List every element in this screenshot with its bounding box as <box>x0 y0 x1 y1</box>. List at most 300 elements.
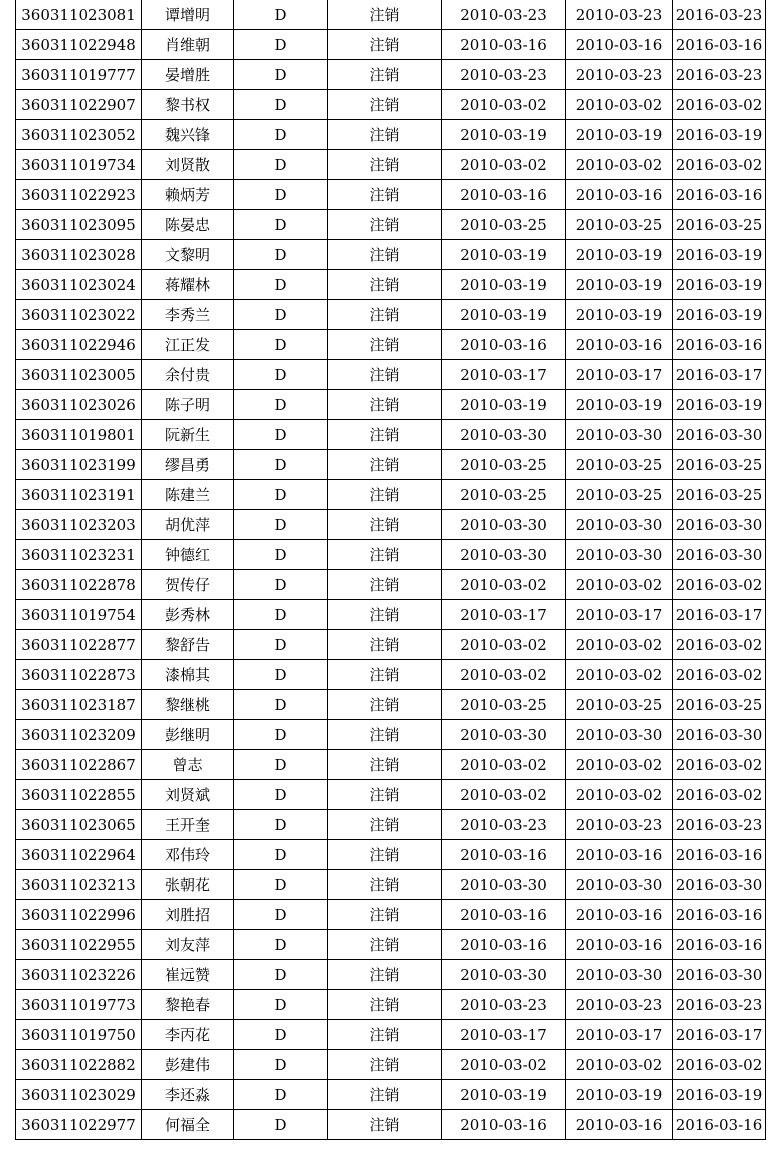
date-cell-3: 2016-03-19 <box>673 270 766 300</box>
id-cell: 360311023209 <box>16 720 142 750</box>
date-cell-2: 2010-03-19 <box>566 270 673 300</box>
class-cell: D <box>234 570 328 600</box>
table-row <box>16 900 766 930</box>
date-cell-1: 2010-03-25 <box>442 210 566 240</box>
class-cell: D <box>234 300 328 330</box>
id-cell: 360311019773 <box>16 990 142 1020</box>
date-cell-1: 2010-03-02 <box>442 570 566 600</box>
date-cell-1: 2010-03-02 <box>442 1050 566 1080</box>
date-cell-2: 2010-03-23 <box>566 0 673 30</box>
id-cell: 360311023026 <box>16 390 142 420</box>
status-cell: 注销 <box>328 1020 442 1050</box>
id-cell: 360311023187 <box>16 690 142 720</box>
date-cell-1: 2010-03-17 <box>442 600 566 630</box>
name-cell: 谭增明 <box>142 0 234 30</box>
class-cell: D <box>234 630 328 660</box>
table-row <box>16 600 766 630</box>
date-cell-2: 2010-03-30 <box>566 870 673 900</box>
id-cell: 360311023203 <box>16 510 142 540</box>
name-cell: 李秀兰 <box>142 300 234 330</box>
record-table-body <box>16 0 766 1140</box>
date-cell-2: 2010-03-30 <box>566 720 673 750</box>
date-cell-3: 2016-03-02 <box>673 570 766 600</box>
name-cell: 王开奎 <box>142 810 234 840</box>
date-cell-3: 2016-03-30 <box>673 510 766 540</box>
status-cell: 注销 <box>328 1110 442 1140</box>
table-row <box>16 870 766 900</box>
id-cell: 360311023065 <box>16 810 142 840</box>
status-cell: 注销 <box>328 750 442 780</box>
name-cell: 江正发 <box>142 330 234 360</box>
name-cell: 彭秀林 <box>142 600 234 630</box>
table-row <box>16 960 766 990</box>
status-cell: 注销 <box>328 330 442 360</box>
date-cell-3: 2016-03-23 <box>673 990 766 1020</box>
date-cell-2: 2010-03-02 <box>566 570 673 600</box>
name-cell: 张朝花 <box>142 870 234 900</box>
class-cell: D <box>234 0 328 30</box>
id-cell: 360311023028 <box>16 240 142 270</box>
status-cell: 注销 <box>328 900 442 930</box>
date-cell-2: 2010-03-16 <box>566 840 673 870</box>
name-cell: 李丙花 <box>142 1020 234 1050</box>
date-cell-3: 2016-03-30 <box>673 960 766 990</box>
date-cell-2: 2010-03-17 <box>566 360 673 390</box>
date-cell-1: 2010-03-02 <box>442 780 566 810</box>
date-cell-3: 2016-03-19 <box>673 390 766 420</box>
date-cell-1: 2010-03-30 <box>442 720 566 750</box>
class-cell: D <box>234 450 328 480</box>
date-cell-2: 2010-03-17 <box>566 1020 673 1050</box>
status-cell: 注销 <box>328 630 442 660</box>
date-cell-2: 2010-03-30 <box>566 960 673 990</box>
name-cell: 刘贤散 <box>142 150 234 180</box>
status-cell: 注销 <box>328 870 442 900</box>
date-cell-2: 2010-03-02 <box>566 90 673 120</box>
name-cell: 胡优萍 <box>142 510 234 540</box>
date-cell-1: 2010-03-30 <box>442 420 566 450</box>
status-cell: 注销 <box>328 930 442 960</box>
date-cell-1: 2010-03-19 <box>442 300 566 330</box>
status-cell: 注销 <box>328 990 442 1020</box>
date-cell-1: 2010-03-16 <box>442 840 566 870</box>
table-row <box>16 180 766 210</box>
class-cell: D <box>234 780 328 810</box>
date-cell-3: 2016-03-19 <box>673 1080 766 1110</box>
table-row <box>16 450 766 480</box>
class-cell: D <box>234 330 328 360</box>
class-cell: D <box>234 1020 328 1050</box>
date-cell-1: 2010-03-02 <box>442 630 566 660</box>
class-cell: D <box>234 120 328 150</box>
table-row <box>16 720 766 750</box>
table-row <box>16 90 766 120</box>
class-cell: D <box>234 1050 328 1080</box>
table-row <box>16 300 766 330</box>
class-cell: D <box>234 180 328 210</box>
table-row <box>16 570 766 600</box>
status-cell: 注销 <box>328 60 442 90</box>
id-cell: 360311023199 <box>16 450 142 480</box>
date-cell-2: 2010-03-23 <box>566 60 673 90</box>
date-cell-1: 2010-03-16 <box>442 930 566 960</box>
status-cell: 注销 <box>328 300 442 330</box>
class-cell: D <box>234 870 328 900</box>
status-cell: 注销 <box>328 0 442 30</box>
date-cell-1: 2010-03-16 <box>442 330 566 360</box>
table-row <box>16 840 766 870</box>
id-cell: 360311023005 <box>16 360 142 390</box>
id-cell: 360311022873 <box>16 660 142 690</box>
status-cell: 注销 <box>328 570 442 600</box>
class-cell: D <box>234 840 328 870</box>
table-row <box>16 1050 766 1080</box>
table-row <box>16 210 766 240</box>
date-cell-2: 2010-03-17 <box>566 600 673 630</box>
table-row <box>16 690 766 720</box>
name-cell: 阮新生 <box>142 420 234 450</box>
name-cell: 文黎明 <box>142 240 234 270</box>
date-cell-1: 2010-03-02 <box>442 660 566 690</box>
id-cell: 360311022977 <box>16 1110 142 1140</box>
status-cell: 注销 <box>328 840 442 870</box>
date-cell-3: 2016-03-19 <box>673 300 766 330</box>
date-cell-1: 2010-03-17 <box>442 1020 566 1050</box>
name-cell: 刘胜招 <box>142 900 234 930</box>
name-cell: 刘贤斌 <box>142 780 234 810</box>
id-cell: 360311023052 <box>16 120 142 150</box>
date-cell-1: 2010-03-19 <box>442 240 566 270</box>
status-cell: 注销 <box>328 690 442 720</box>
date-cell-3: 2016-03-16 <box>673 840 766 870</box>
date-cell-3: 2016-03-16 <box>673 1110 766 1140</box>
id-cell: 360311023191 <box>16 480 142 510</box>
date-cell-1: 2010-03-25 <box>442 690 566 720</box>
date-cell-2: 2010-03-16 <box>566 930 673 960</box>
table-row <box>16 1080 766 1110</box>
table-row <box>16 330 766 360</box>
table-row <box>16 540 766 570</box>
date-cell-2: 2010-03-25 <box>566 450 673 480</box>
date-cell-3: 2016-03-17 <box>673 1020 766 1050</box>
id-cell: 360311023095 <box>16 210 142 240</box>
date-cell-1: 2010-03-30 <box>442 540 566 570</box>
table-row <box>16 120 766 150</box>
name-cell: 缪昌勇 <box>142 450 234 480</box>
date-cell-2: 2010-03-02 <box>566 660 673 690</box>
date-cell-1: 2010-03-25 <box>442 480 566 510</box>
table-row <box>16 420 766 450</box>
table-row <box>16 60 766 90</box>
name-cell: 魏兴锋 <box>142 120 234 150</box>
table-row <box>16 270 766 300</box>
name-cell: 黎继桃 <box>142 690 234 720</box>
date-cell-3: 2016-03-02 <box>673 90 766 120</box>
id-cell: 360311019734 <box>16 150 142 180</box>
date-cell-3: 2016-03-19 <box>673 120 766 150</box>
status-cell: 注销 <box>328 810 442 840</box>
class-cell: D <box>234 270 328 300</box>
class-cell: D <box>234 240 328 270</box>
date-cell-1: 2010-03-16 <box>442 180 566 210</box>
date-cell-1: 2010-03-25 <box>442 450 566 480</box>
class-cell: D <box>234 600 328 630</box>
table-row <box>16 660 766 690</box>
id-cell: 360311022964 <box>16 840 142 870</box>
name-cell: 蒋耀林 <box>142 270 234 300</box>
class-cell: D <box>234 90 328 120</box>
id-cell: 360311019754 <box>16 600 142 630</box>
date-cell-1: 2010-03-23 <box>442 990 566 1020</box>
id-cell: 360311019801 <box>16 420 142 450</box>
date-cell-1: 2010-03-19 <box>442 120 566 150</box>
name-cell: 漆棉其 <box>142 660 234 690</box>
class-cell: D <box>234 30 328 60</box>
table-row <box>16 1020 766 1050</box>
date-cell-1: 2010-03-16 <box>442 1110 566 1140</box>
date-cell-3: 2016-03-23 <box>673 60 766 90</box>
table-row <box>16 810 766 840</box>
status-cell: 注销 <box>328 480 442 510</box>
date-cell-3: 2016-03-16 <box>673 330 766 360</box>
class-cell: D <box>234 60 328 90</box>
date-cell-1: 2010-03-30 <box>442 960 566 990</box>
date-cell-2: 2010-03-30 <box>566 420 673 450</box>
table-row <box>16 0 766 30</box>
date-cell-2: 2010-03-19 <box>566 390 673 420</box>
id-cell: 360311023081 <box>16 0 142 30</box>
name-cell: 肖维朝 <box>142 30 234 60</box>
name-cell: 黎艳春 <box>142 990 234 1020</box>
date-cell-1: 2010-03-16 <box>442 900 566 930</box>
date-cell-2: 2010-03-02 <box>566 150 673 180</box>
name-cell: 曾志 <box>142 750 234 780</box>
class-cell: D <box>234 990 328 1020</box>
id-cell: 360311019750 <box>16 1020 142 1050</box>
class-cell: D <box>234 210 328 240</box>
date-cell-2: 2010-03-16 <box>566 30 673 60</box>
class-cell: D <box>234 900 328 930</box>
date-cell-2: 2010-03-23 <box>566 990 673 1020</box>
date-cell-3: 2016-03-25 <box>673 210 766 240</box>
class-cell: D <box>234 360 328 390</box>
date-cell-3: 2016-03-16 <box>673 900 766 930</box>
date-cell-3: 2016-03-30 <box>673 540 766 570</box>
class-cell: D <box>234 930 328 960</box>
status-cell: 注销 <box>328 780 442 810</box>
class-cell: D <box>234 150 328 180</box>
id-cell: 360311023231 <box>16 540 142 570</box>
id-cell: 360311019777 <box>16 60 142 90</box>
class-cell: D <box>234 750 328 780</box>
status-cell: 注销 <box>328 180 442 210</box>
class-cell: D <box>234 1080 328 1110</box>
date-cell-1: 2010-03-30 <box>442 510 566 540</box>
status-cell: 注销 <box>328 450 442 480</box>
date-cell-1: 2010-03-02 <box>442 150 566 180</box>
table-row <box>16 240 766 270</box>
status-cell: 注销 <box>328 420 442 450</box>
date-cell-2: 2010-03-16 <box>566 330 673 360</box>
class-cell: D <box>234 420 328 450</box>
name-cell: 黎舒告 <box>142 630 234 660</box>
status-cell: 注销 <box>328 1050 442 1080</box>
id-cell: 360311022855 <box>16 780 142 810</box>
date-cell-3: 2016-03-19 <box>673 240 766 270</box>
table-row <box>16 150 766 180</box>
date-cell-2: 2010-03-25 <box>566 480 673 510</box>
date-cell-2: 2010-03-19 <box>566 120 673 150</box>
date-cell-1: 2010-03-02 <box>442 750 566 780</box>
date-cell-3: 2016-03-25 <box>673 480 766 510</box>
id-cell: 360311023029 <box>16 1080 142 1110</box>
status-cell: 注销 <box>328 600 442 630</box>
class-cell: D <box>234 660 328 690</box>
date-cell-3: 2016-03-25 <box>673 690 766 720</box>
class-cell: D <box>234 540 328 570</box>
name-cell: 贺传仔 <box>142 570 234 600</box>
name-cell: 邓伟玲 <box>142 840 234 870</box>
status-cell: 注销 <box>328 210 442 240</box>
name-cell: 彭建伟 <box>142 1050 234 1080</box>
date-cell-3: 2016-03-17 <box>673 600 766 630</box>
id-cell: 360311022882 <box>16 1050 142 1080</box>
class-cell: D <box>234 480 328 510</box>
name-cell: 陈子明 <box>142 390 234 420</box>
status-cell: 注销 <box>328 360 442 390</box>
date-cell-1: 2010-03-16 <box>442 30 566 60</box>
status-cell: 注销 <box>328 270 442 300</box>
status-cell: 注销 <box>328 660 442 690</box>
status-cell: 注销 <box>328 240 442 270</box>
date-cell-2: 2010-03-19 <box>566 1080 673 1110</box>
date-cell-1: 2010-03-23 <box>442 810 566 840</box>
date-cell-1: 2010-03-19 <box>442 270 566 300</box>
table-row <box>16 480 766 510</box>
date-cell-3: 2016-03-30 <box>673 870 766 900</box>
name-cell: 赖炳芳 <box>142 180 234 210</box>
date-cell-2: 2010-03-02 <box>566 750 673 780</box>
id-cell: 360311022946 <box>16 330 142 360</box>
name-cell: 陈建兰 <box>142 480 234 510</box>
status-cell: 注销 <box>328 510 442 540</box>
id-cell: 360311023022 <box>16 300 142 330</box>
table-row <box>16 780 766 810</box>
class-cell: D <box>234 810 328 840</box>
id-cell: 360311023226 <box>16 960 142 990</box>
date-cell-1: 2010-03-19 <box>442 1080 566 1110</box>
status-cell: 注销 <box>328 960 442 990</box>
date-cell-1: 2010-03-19 <box>442 390 566 420</box>
table-row <box>16 630 766 660</box>
date-cell-3: 2016-03-02 <box>673 780 766 810</box>
id-cell: 360311022877 <box>16 630 142 660</box>
date-cell-3: 2016-03-16 <box>673 30 766 60</box>
id-cell: 360311022923 <box>16 180 142 210</box>
record-table <box>15 0 766 1140</box>
status-cell: 注销 <box>328 150 442 180</box>
date-cell-2: 2010-03-23 <box>566 810 673 840</box>
name-cell: 黎书权 <box>142 90 234 120</box>
name-cell: 彭继明 <box>142 720 234 750</box>
table-row <box>16 390 766 420</box>
name-cell: 陈晏忠 <box>142 210 234 240</box>
id-cell: 360311022948 <box>16 30 142 60</box>
date-cell-2: 2010-03-02 <box>566 630 673 660</box>
class-cell: D <box>234 960 328 990</box>
date-cell-3: 2016-03-30 <box>673 420 766 450</box>
date-cell-3: 2016-03-17 <box>673 360 766 390</box>
name-cell: 余付贵 <box>142 360 234 390</box>
id-cell: 360311022867 <box>16 750 142 780</box>
status-cell: 注销 <box>328 720 442 750</box>
date-cell-3: 2016-03-30 <box>673 720 766 750</box>
date-cell-3: 2016-03-02 <box>673 630 766 660</box>
date-cell-2: 2010-03-02 <box>566 780 673 810</box>
status-cell: 注销 <box>328 30 442 60</box>
date-cell-3: 2016-03-23 <box>673 0 766 30</box>
name-cell: 晏增胜 <box>142 60 234 90</box>
name-cell: 崔远赞 <box>142 960 234 990</box>
status-cell: 注销 <box>328 90 442 120</box>
date-cell-3: 2016-03-02 <box>673 1050 766 1080</box>
table-row <box>16 510 766 540</box>
name-cell: 何福全 <box>142 1110 234 1140</box>
date-cell-2: 2010-03-19 <box>566 300 673 330</box>
date-cell-2: 2010-03-19 <box>566 240 673 270</box>
date-cell-3: 2016-03-02 <box>673 150 766 180</box>
class-cell: D <box>234 1110 328 1140</box>
date-cell-2: 2010-03-25 <box>566 210 673 240</box>
table-row <box>16 930 766 960</box>
id-cell: 360311022955 <box>16 930 142 960</box>
date-cell-2: 2010-03-16 <box>566 900 673 930</box>
date-cell-3: 2016-03-02 <box>673 660 766 690</box>
date-cell-1: 2010-03-23 <box>442 0 566 30</box>
id-cell: 360311023213 <box>16 870 142 900</box>
id-cell: 360311022878 <box>16 570 142 600</box>
date-cell-1: 2010-03-02 <box>442 90 566 120</box>
date-cell-1: 2010-03-30 <box>442 870 566 900</box>
class-cell: D <box>234 510 328 540</box>
status-cell: 注销 <box>328 120 442 150</box>
name-cell: 刘友萍 <box>142 930 234 960</box>
name-cell: 钟德红 <box>142 540 234 570</box>
status-cell: 注销 <box>328 390 442 420</box>
class-cell: D <box>234 720 328 750</box>
table-row <box>16 750 766 780</box>
date-cell-1: 2010-03-17 <box>442 360 566 390</box>
status-cell: 注销 <box>328 540 442 570</box>
date-cell-2: 2010-03-30 <box>566 510 673 540</box>
date-cell-1: 2010-03-23 <box>442 60 566 90</box>
date-cell-2: 2010-03-25 <box>566 690 673 720</box>
date-cell-2: 2010-03-02 <box>566 1050 673 1080</box>
table-row <box>16 360 766 390</box>
date-cell-2: 2010-03-16 <box>566 1110 673 1140</box>
class-cell: D <box>234 690 328 720</box>
date-cell-3: 2016-03-16 <box>673 180 766 210</box>
date-cell-3: 2016-03-02 <box>673 750 766 780</box>
date-cell-2: 2010-03-30 <box>566 540 673 570</box>
status-cell: 注销 <box>328 1080 442 1110</box>
date-cell-3: 2016-03-23 <box>673 810 766 840</box>
table-row <box>16 30 766 60</box>
class-cell: D <box>234 390 328 420</box>
id-cell: 360311022907 <box>16 90 142 120</box>
id-cell: 360311023024 <box>16 270 142 300</box>
date-cell-3: 2016-03-16 <box>673 930 766 960</box>
